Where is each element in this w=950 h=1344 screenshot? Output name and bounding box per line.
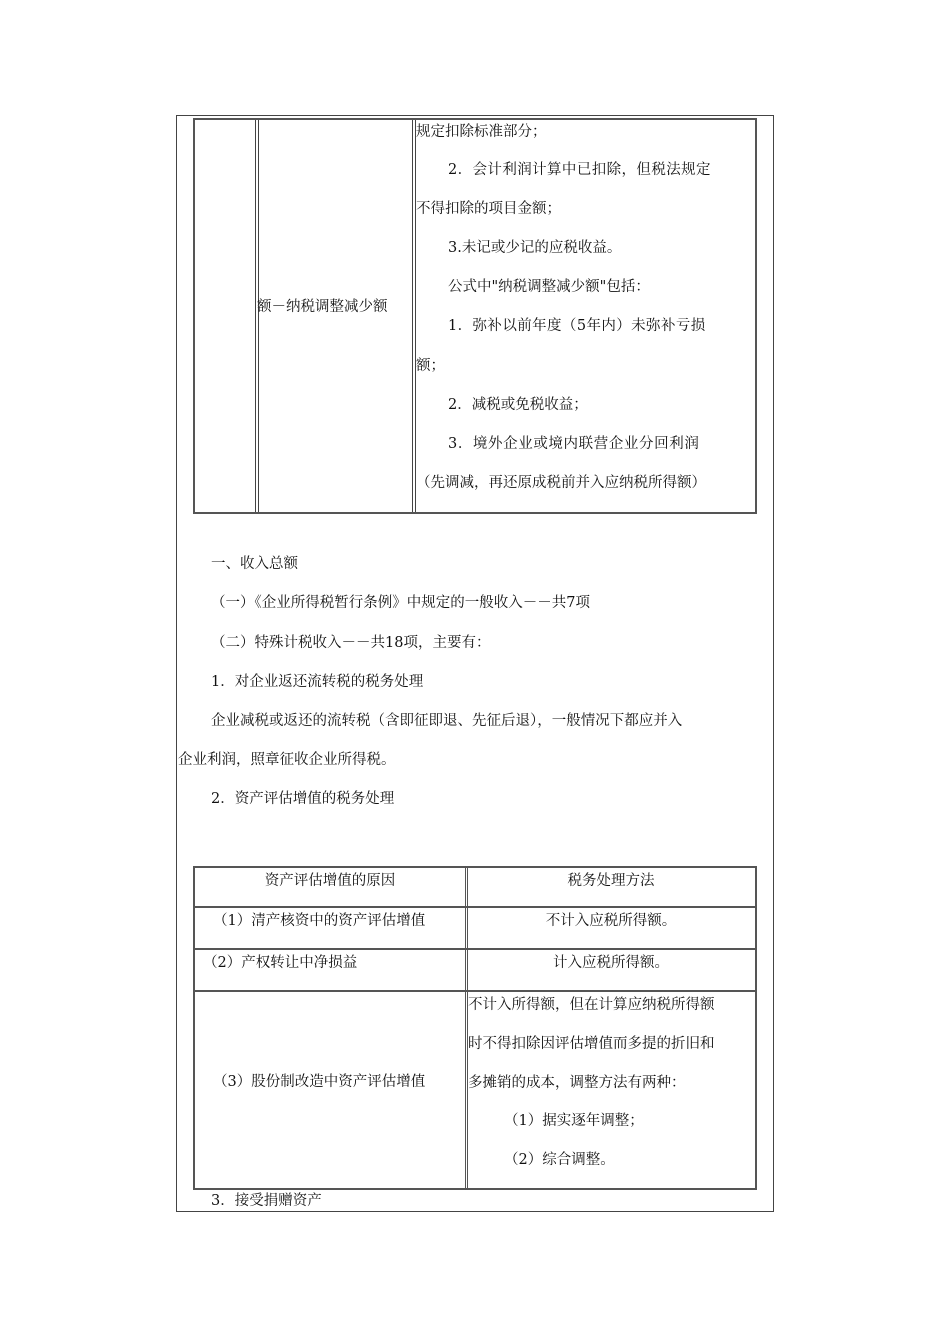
subsection-title: 2．资产评估增值的税务处理 (211, 791, 395, 807)
table-row-divider (195, 906, 755, 908)
section-title: 一、收入总额 (211, 556, 298, 572)
table-cell-line: 时不得扣除因评估增值而多提的折旧和 (468, 1036, 715, 1052)
table-header: 税务处理方法 (567, 873, 655, 889)
table-cell: 不计入应税所得额。 (545, 913, 677, 929)
table-cell-line: 不得扣除的项目金额； (416, 201, 561, 217)
table-cell-line: 2．会计利润计算中已扣除，但税法规定 (448, 162, 711, 178)
paragraph: 企业减税或返还的流转税（含即征即退、先征后退），一般情况下都应并入 (211, 713, 683, 729)
table-cell-label: 额－纳税调整减少额 (257, 299, 388, 315)
table-column-divider (415, 120, 416, 512)
table-cell-line: 3．境外企业或境内联营企业分回利润 (448, 436, 700, 452)
table-cell-line: 3.未记或少记的应税收益。 (448, 240, 622, 256)
table-cell-line: （先调减，再还原成税前并入应纳税所得额） (416, 475, 706, 491)
paragraph: （二）特殊计税收入－－共18项，主要有： (211, 635, 491, 651)
table-column-divider (255, 120, 256, 512)
table-cell-line: 规定扣除标准部分； (416, 124, 547, 140)
table-cell: 计入应税所得额。 (553, 955, 669, 971)
table-cell-line: 1．弥补以前年度（5年内）未弥补亏损 (448, 318, 706, 334)
paragraph: （一）《企业所得税暂行条例》中规定的一般收入－－共7项 (211, 595, 590, 611)
table-row-divider (195, 990, 755, 992)
table-cell-line: 多摊销的成本，调整方法有两种： (468, 1075, 686, 1091)
table-cell: （3）股份制改造中资产评估增值 (213, 1074, 426, 1090)
table-cell-line: （1）据实逐年调整； (504, 1113, 644, 1129)
table-header: 资产评估增值的原因 (264, 873, 396, 889)
paragraph: 企业利润，照章征收企业所得税。 (178, 752, 396, 768)
table-column-divider (465, 868, 466, 1188)
table-cell-line: （2）综合调整。 (504, 1152, 615, 1168)
subsection-title: 1．对企业返还流转税的税务处理 (211, 674, 424, 690)
table-cell-line: 额； (416, 358, 445, 374)
table-row-divider (195, 948, 755, 950)
table-cell-line: 不计入所得额，但在计算应纳税所得额 (468, 997, 715, 1013)
table-cell: （2）产权转让中净损益 (203, 955, 358, 971)
table-column-divider (412, 120, 413, 512)
subsection-title: 3．接受捐赠资产 (211, 1193, 322, 1209)
table-cell: （1）清产核资中的资产评估增值 (213, 913, 426, 929)
table-cell-line: 公式中"纳税调整减少额"包括： (448, 279, 650, 295)
table-cell-line: 2．减税或免税收益； (448, 397, 588, 413)
